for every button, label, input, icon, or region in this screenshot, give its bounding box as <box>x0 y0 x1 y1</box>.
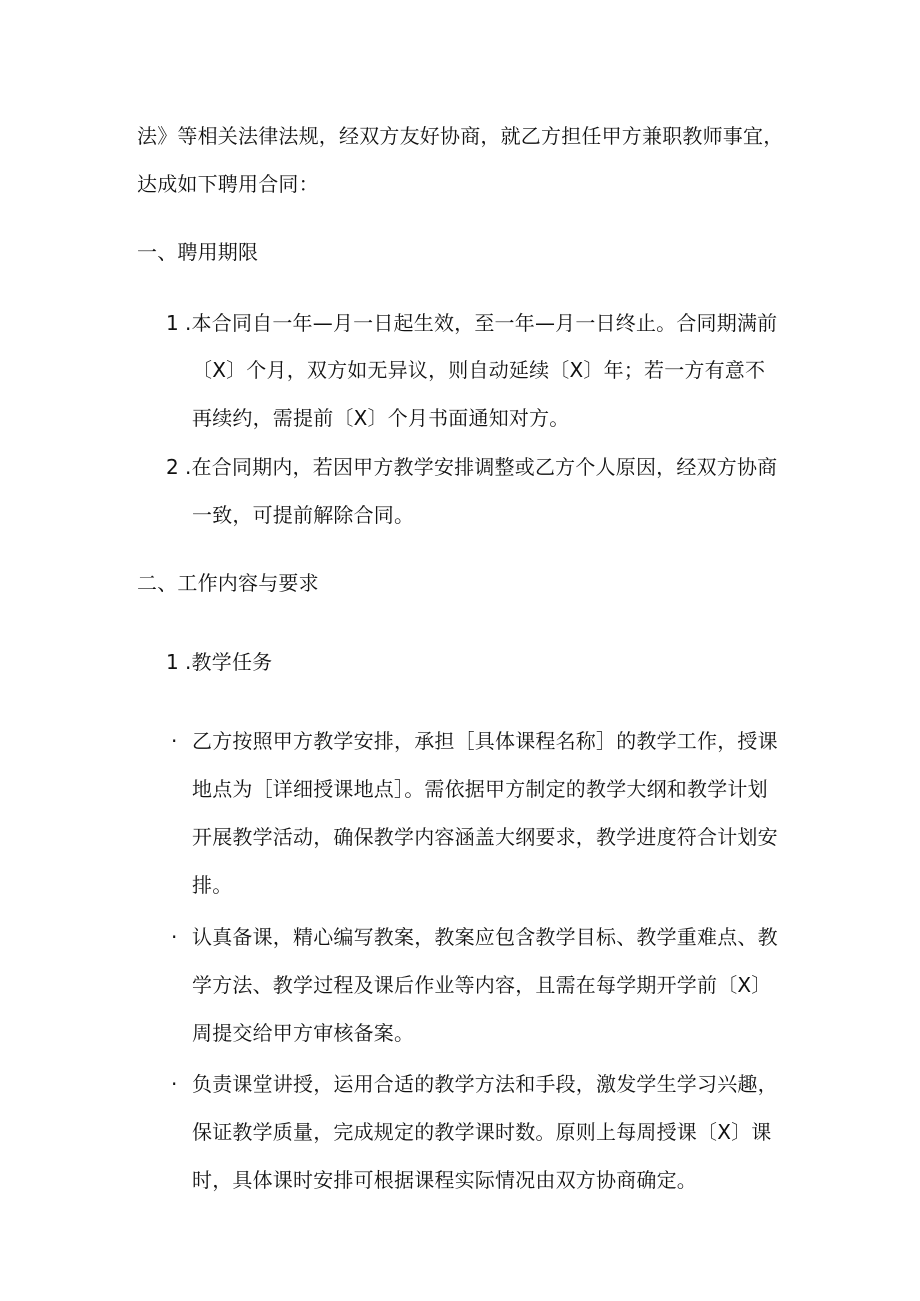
sub-heading-teaching: .教学任务 <box>185 650 273 674</box>
bullet-text-line: 乙方按照甲方教学安排，承担［具体课程名称］的教学工作，授课 <box>192 729 778 753</box>
intro-line-1: 法》等相关法律法规，经双方友好协商，就乙方担任甲方兼职教师事宜， <box>137 124 784 148</box>
item-text-line: 再续约，需提前〔X〕个月书面通知对方。 <box>192 406 570 430</box>
bullet-text-line: 时，具体课时安排可根据课程实际情况由双方协商确定。 <box>192 1168 697 1192</box>
bullet-dot: · <box>171 729 178 753</box>
bullet-text-line: 保证教学质量，完成规定的教学课时数。原则上每周授课〔X〕课 <box>192 1120 772 1144</box>
item-text-line: 〔X〕个月，双方如无异议，则自动延续〔X〕年；若一方有意不 <box>192 358 766 382</box>
item-text-line: 一致，可提前解除合同。 <box>192 503 415 527</box>
bullet-text-line: 周提交给甲方审核备案。 <box>192 1021 415 1045</box>
section-heading-term: 一、聘用期限 <box>137 240 259 264</box>
item-text-line: .本合同自一年—月一日起生效，至一年—月一日终止。合同期满前 <box>185 311 778 335</box>
bullet-text-line: 负责课堂讲授，运用合适的教学方法和手段，激发学生学习兴趣， <box>192 1072 778 1096</box>
item-number: 2 <box>166 455 179 479</box>
bullet-text-line: 开展教学活动，确保教学内容涵盖大纲要求，教学进度符合计划安 <box>192 825 778 849</box>
section-heading-work: 二、工作内容与要求 <box>137 571 319 595</box>
intro-line-2: 达成如下聘用合同： <box>137 172 319 196</box>
bullet-dot: · <box>171 1072 178 1096</box>
item-text-line: .在合同期内，若因甲方教学安排调整或乙方个人原因，经双方协商 <box>185 455 778 479</box>
bullet-text-line: 地点为［详细授课地点］。需依据甲方制定的教学大纲和教学计划 <box>192 777 768 801</box>
bullet-text-line: 排。 <box>192 873 233 897</box>
bullet-text-line: 学方法、教学过程及课后作业等内容，且需在每学期开学前〔X〕 <box>192 973 772 997</box>
item-number: 1 <box>166 311 179 335</box>
bullet-dot: · <box>171 925 178 949</box>
sub-number: 1 <box>166 650 179 674</box>
bullet-text-line: 认真备课，精心编写教案，教案应包含教学目标、教学重难点、教 <box>192 925 778 949</box>
